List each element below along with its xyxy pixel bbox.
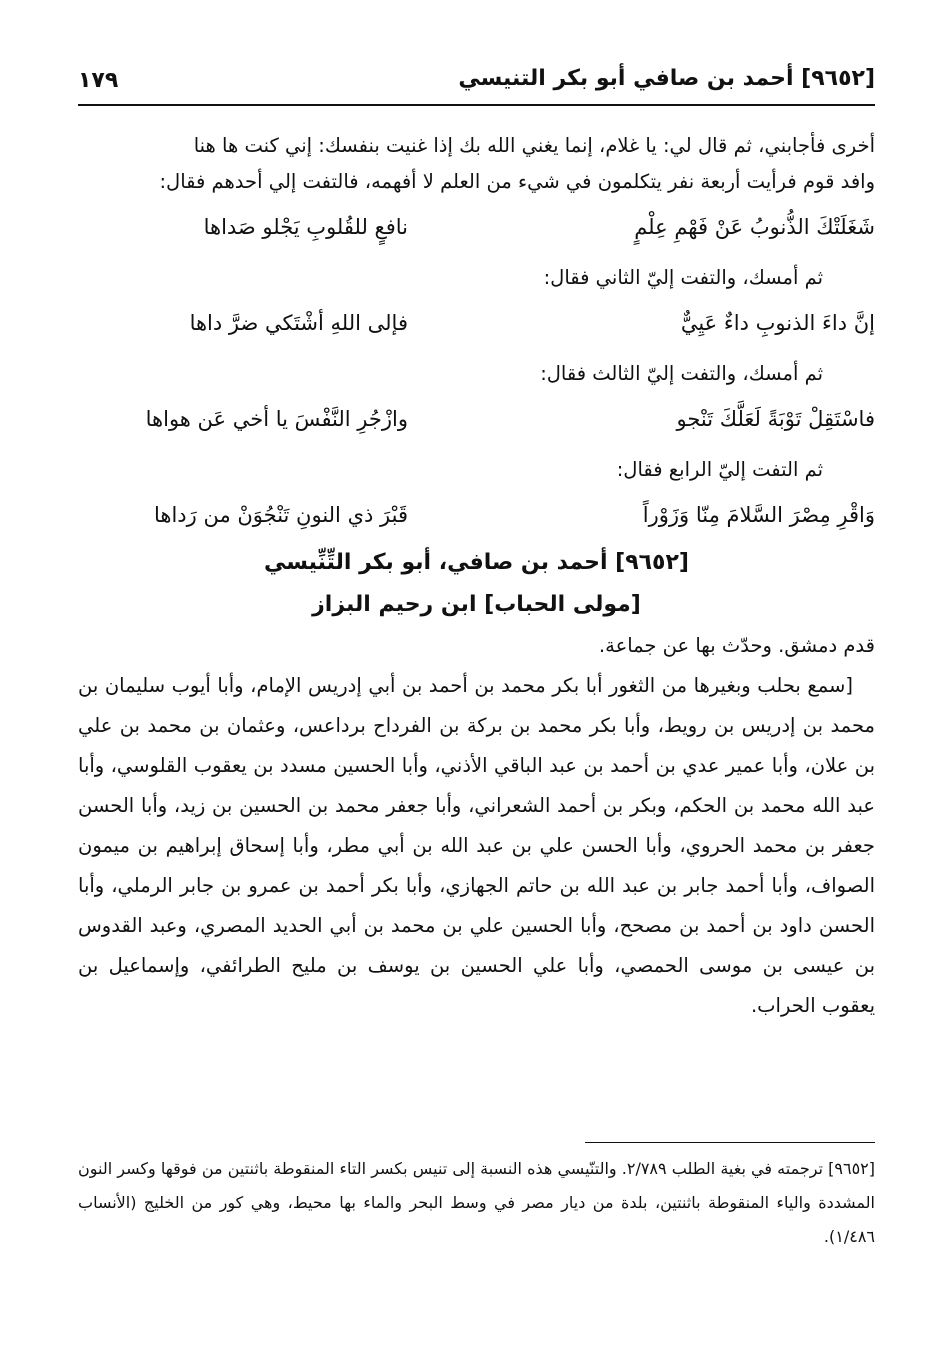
entry-subtitle: [مولى الحباب] ابن رحيم البزاز bbox=[312, 592, 641, 617]
opening-line-2: وافد قوم فرأيت أربعة نفر يتكلمون في شيء من العلم لا أفهمه، فالتفت إلي أحدهم فقال: bbox=[159, 170, 875, 193]
verse-2-second-hemistich: فإلى اللهِ أشْتَكي ضرَّ داها bbox=[189, 311, 408, 335]
verse-3-second-hemistich: وازْجُرِ النَّفْسَ يا أخي عَن هواها bbox=[145, 407, 408, 431]
page-header bbox=[78, 64, 875, 104]
opening-line-1: أخرى فأجابني، ثم قال لي: يا غلام، إنما يغني الله بك إذا غنيت بنفسك: إني كنت ها هنا bbox=[193, 134, 875, 157]
entry-body: [سمع بحلب وبغيرها من الثغور أبا بكر محمد بن أحمد بن أبي إدريس الإمام، وأبا أيوب سليمان بن محمد بن إدريس بن رويط، وأبا بكر محمد بن بركة بن الفرداح برداعس، وعثمان بن محمد بن علي بن علان، وأبا عمير عدي بن أحمد بن عبد الباقي الأذني، وأبا الحسين مسدد بن يعقوب القلوسي، وأبا عبد الله محمد بن الحكم، وبكر بن أحمد الشعراني، وأبا جعفر محمد بن الحسين بن زيد، وأبا الحسن جعفر بن محمد الحروي، وأبا الحسن علي بن عبد الله بن أبي مطر، وأبا إسحاق إبراهيم بن ميمون الصواف، وأبا أحمد جابر بن عبد الله بن حاتم الجهازي، وأبا بكر أحمد بن عمرو بن جابر الرملي، وأبا الحسن داود بن أحمد بن مصحح، وأبا الحسين علي بن محمد بن أبي الحديد المصري، وعبد القدوس بن عيسى بن موسى الحمصي، وأبا علي الحسين بن يوسف بن مليح الطرائفي، وإسماعيل بن يعقوب الحراب. bbox=[78, 674, 875, 1017]
verse-4-first-hemistich: وَاقْرِ مِصْرَ السَّلامَ مِنّا وَزَوْراً bbox=[642, 503, 875, 527]
header-rule bbox=[78, 104, 875, 106]
verse-3-intro: ثم أمسك، والتفت إليّ الثالث فقال: bbox=[540, 362, 823, 385]
main-text bbox=[78, 128, 875, 1026]
running-head: [٩٦٥٢] أحمد بن صافي أبو بكر التنيسي bbox=[458, 66, 875, 91]
footnote-rule bbox=[585, 1142, 875, 1143]
verse-1-second-hemistich: نافعٍ للقُلوبِ يَجْلو صَداها bbox=[203, 215, 408, 239]
poem-verse-3 bbox=[78, 392, 875, 446]
verse-4-intro: ثم التفت إليّ الرابع فقال: bbox=[616, 458, 823, 481]
poem-verse-2 bbox=[78, 296, 875, 350]
verse-2-intro: ثم أمسك، والتفت إليّ الثاني فقال: bbox=[543, 266, 823, 289]
entry-title: [٩٦٥٢] أحمد بن صافي، أبو بكر التِّنِّيسي bbox=[264, 550, 689, 575]
poem-verse-1 bbox=[78, 200, 875, 254]
page-number: ١٧٩ bbox=[78, 68, 119, 93]
verse-1-first-hemistich: شَغَلَتْكَ الذُّنوبُ عَنْ فَهْمِ عِلْمٍ bbox=[634, 215, 875, 239]
verse-2-first-hemistich: إنَّ داءَ الذنوبِ داءٌ عَيِيٌّ bbox=[680, 311, 875, 335]
footnote: [٩٦٥٢] ترجمته في بغية الطلب ٢/٧٨٩. والتنّيسي هذه النسبة إلى تنيس بكسر التاء المنقوطة باثنتين من فوقها وكسر النون المشددة والياء المنقوطة باثنتين، بلدة من ديار مصر في وسط البحر والماء بها محيط، وهي كور من الخليج (الأنساب ١/٤٨٦). bbox=[78, 1159, 876, 1246]
verse-3-first-hemistich: فاسْتَقِلْ تَوْبَةً لَعَلَّكَ تَنْجو bbox=[676, 407, 875, 431]
entry-intro: قدم دمشق. وحدّث بها عن جماعة. bbox=[598, 634, 875, 657]
poem-verse-4 bbox=[78, 488, 875, 542]
verse-4-second-hemistich: قَبْرَ ذي النونِ تَنْجُوَنْ من رَداها bbox=[153, 503, 408, 527]
